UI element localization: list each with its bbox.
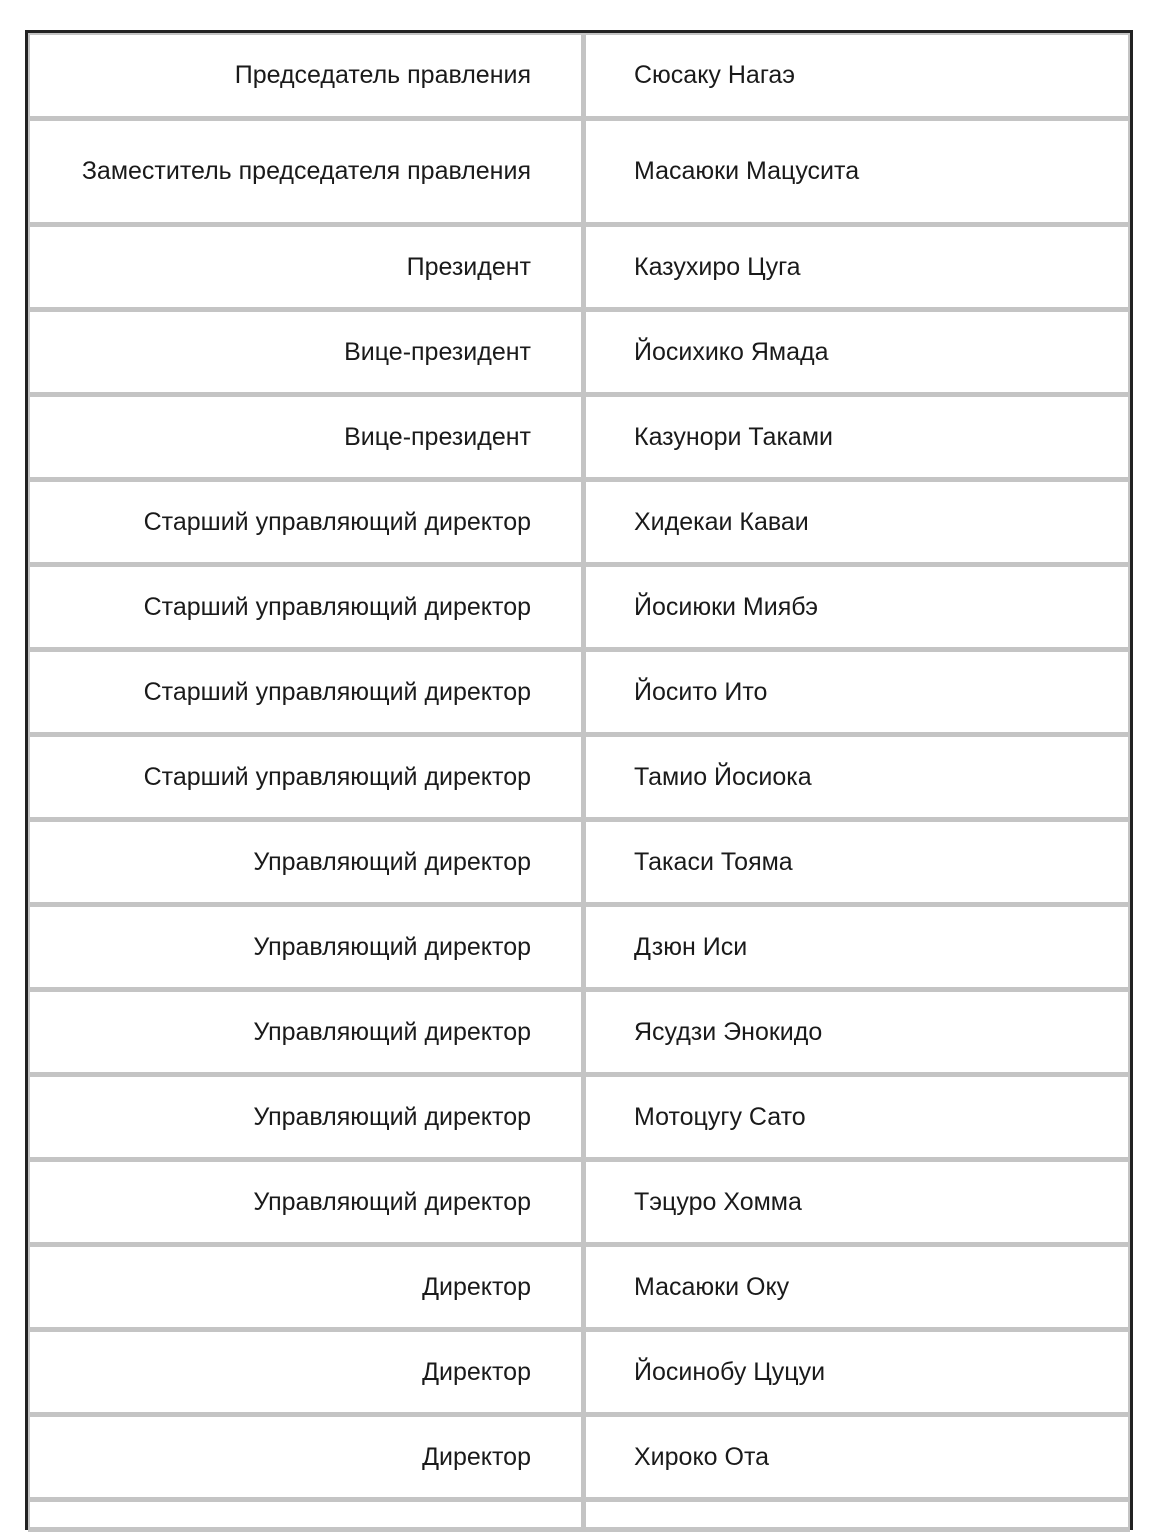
management-table-body xyxy=(28,33,1130,1532)
name-cell: Казухиро Цуга xyxy=(586,227,1130,312)
table-row xyxy=(28,992,1130,1077)
table-row xyxy=(28,482,1130,567)
name-cell: Йосинобу Цуцуи xyxy=(586,1332,1130,1417)
position-cell: Заместитель председателя правления xyxy=(28,121,586,227)
table-row xyxy=(28,1162,1130,1247)
name-cell: Йосито Ито xyxy=(586,652,1130,737)
table-row xyxy=(28,227,1130,312)
name-cell xyxy=(586,1502,1130,1532)
table-row xyxy=(28,907,1130,992)
table-row xyxy=(28,1247,1130,1332)
table-row xyxy=(28,652,1130,737)
table-row xyxy=(28,33,1130,121)
position-cell: Президент xyxy=(28,227,586,312)
position-cell: Директор xyxy=(28,1417,586,1502)
name-cell: Хидекаи Каваи xyxy=(586,482,1130,567)
name-cell: Тэцуро Хомма xyxy=(586,1162,1130,1247)
name-cell: Тамио Йосиока xyxy=(586,737,1130,822)
position-cell: Старший управляющий директор xyxy=(28,737,586,822)
position-cell: Директор xyxy=(28,1247,586,1332)
table-row xyxy=(28,822,1130,907)
position-cell: Вице-президент xyxy=(28,397,586,482)
position-cell: Управляющий директор xyxy=(28,1077,586,1162)
position-cell: Управляющий директор xyxy=(28,907,586,992)
name-cell: Казунори Таками xyxy=(586,397,1130,482)
position-cell: Управляющий директор xyxy=(28,1162,586,1247)
position-cell: Управляющий директор xyxy=(28,822,586,907)
table-row xyxy=(28,397,1130,482)
position-cell: Директор xyxy=(28,1332,586,1417)
management-table xyxy=(28,33,1130,1532)
position-cell: Управляющий директор xyxy=(28,992,586,1077)
table-row xyxy=(28,121,1130,227)
name-cell: Дзюн Иси xyxy=(586,907,1130,992)
name-cell: Йосихико Ямада xyxy=(586,312,1130,397)
table-row xyxy=(28,567,1130,652)
name-cell: Йосиюки Миябэ xyxy=(586,567,1130,652)
table-row-partial xyxy=(28,1502,1130,1532)
position-cell xyxy=(28,1502,586,1532)
position-cell: Старший управляющий директор xyxy=(28,652,586,737)
name-cell: Хироко Ота xyxy=(586,1417,1130,1502)
position-cell: Старший управляющий директор xyxy=(28,567,586,652)
table-row xyxy=(28,1077,1130,1162)
name-cell: Такаси Тояма xyxy=(586,822,1130,907)
table-row xyxy=(28,1417,1130,1502)
table-row xyxy=(28,1332,1130,1417)
name-cell: Сюсаку Нагаэ xyxy=(586,33,1130,121)
table-row xyxy=(28,737,1130,822)
name-cell: Ясудзи Энокидо xyxy=(586,992,1130,1077)
position-cell: Старший управляющий директор xyxy=(28,482,586,567)
name-cell: Масаюки Мацусита xyxy=(586,121,1130,227)
name-cell: Мотоцугу Сато xyxy=(586,1077,1130,1162)
management-table-container xyxy=(25,30,1133,1530)
name-cell: Масаюки Оку xyxy=(586,1247,1130,1332)
position-cell: Председатель правления xyxy=(28,33,586,121)
table-row xyxy=(28,312,1130,397)
position-cell: Вице-президент xyxy=(28,312,586,397)
